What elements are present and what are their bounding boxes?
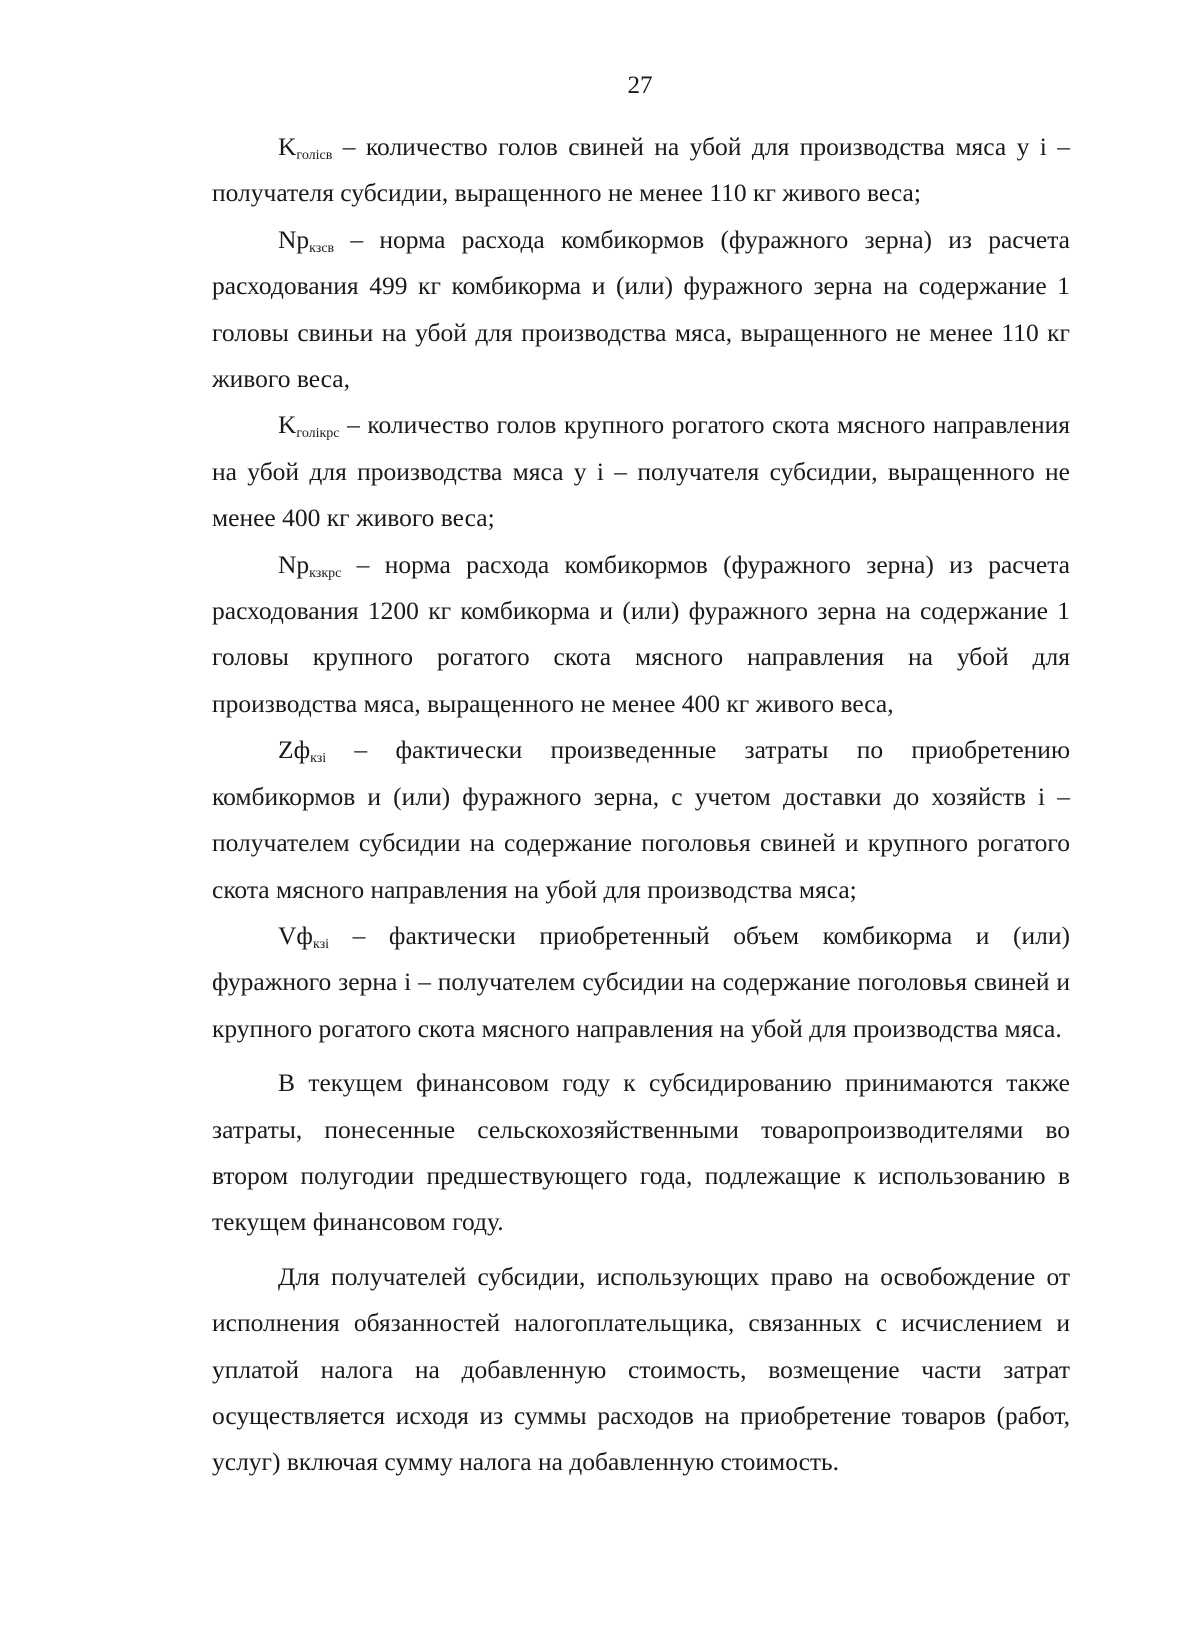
definition-text: – норма расхода комбикормов (фуражного зерна) из расчета расходования 499 кг комбикорма и (или) фуражного зерна на содержание 1 головы свиньи на убой для производства мяса, выращенного не менее 110 кг живого веса, (212, 224, 1070, 394)
paragraph-vat-exemption: Для получателей субсидии, использующих право на освобождение от исполнения обязанностей налогоплательщика, связанных с исчислением и уплатой налога на добавленную стоимость, возмещение части затрат осуществляется исходя из суммы расходов на приобретение товаров (работ, услуг) включая сумму налога на добавленную стоимость. (212, 1261, 1070, 1477)
definition-vf-kzi (212, 913, 1070, 1052)
definition-text: – норма расхода комбикормов (фуражного зерна) из расчета расходования 1200 кг комбикорма и (или) фуражного зерна на содержание 1 головы крупного рогатого скота мясного направления на убой для производства мяса, выращенного не менее 400 кг живого веса, (212, 549, 1070, 718)
paragraph-previous-year-costs: В текущем финансовом году к субсидированию принимаются также затраты, понесенные сельскохозяйственными товаропроизводителями во втором полугодии предшествующего года, подлежащие к использованию в текущем финансовом году. (212, 1068, 1070, 1237)
formula-symbol: $Zф_{кзі}$ (278, 735, 327, 767)
formula-symbol: $Np_{кзсв}$ (278, 224, 335, 256)
definition-text: – фактически приобретенный объем комбикорма и (или) фуражного зерна i – получателем субсидии на содержание поголовья свиней и крупного рогатого скота мясного направления на убой для производства мяса. (212, 920, 1070, 1043)
definition-np-kzkrs (212, 542, 1070, 728)
definition-text: – фактически произведенные затраты по приобретению комбикормов и (или) фуражного зерна, с учетом доставки до хозяйств i – получателем субсидии на содержание поголовья свиней и крупного рогатого скота мясного направления на убой для производства мяса; (212, 735, 1070, 904)
definition-k-golikrs (212, 402, 1070, 541)
formula-symbol: $Vф_{кзі}$ (278, 920, 329, 952)
page-number: 27 (627, 72, 653, 99)
definition-text: – количество голов свиней на убой для производства мяса у i – получателя субсидии, выращенного не менее 110 кг живого веса; (212, 132, 1070, 208)
definition-text: – количество голов крупного рогатого скота мясного направления на убой для производства мяса у i – получателя субсидии, выращенного не менее 400 кг живого веса; (212, 410, 1070, 533)
definition-zf-kzi (212, 727, 1070, 913)
formula-symbol: $K_{голісв}$ (278, 132, 333, 163)
formula-symbol: $K_{голікрс}$ (278, 410, 340, 442)
definition-np-kzsv (212, 217, 1070, 403)
document-body (212, 124, 1070, 1486)
formula-symbol: $Np_{кзкрс}$ (278, 549, 342, 581)
definition-k-golisv (212, 124, 1070, 217)
